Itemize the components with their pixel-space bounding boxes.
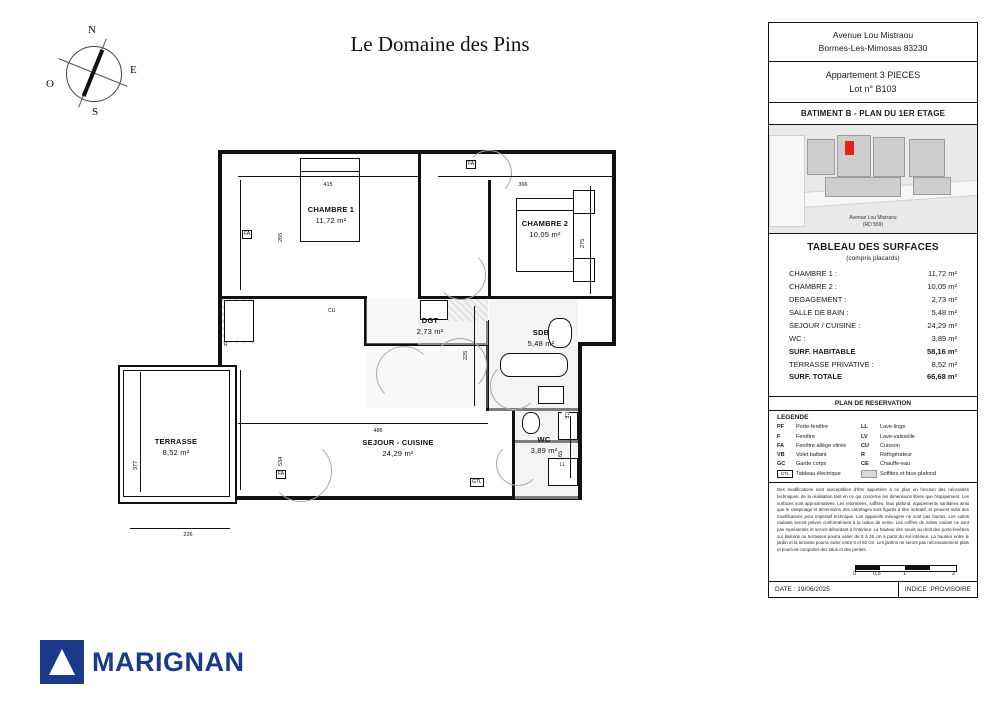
dimlinev-sdb — [474, 306, 475, 406]
legend-value: Porte-fenêtre — [796, 424, 829, 431]
sitemap-building-d — [909, 139, 945, 177]
room-name: TERRASSE — [154, 437, 198, 446]
surface-value: 58,16 m² — [926, 346, 957, 356]
dim-chambre1-height: 265 — [278, 232, 284, 242]
sitemap-building-a — [807, 139, 835, 175]
surface-row — [777, 281, 969, 294]
compass-rose — [46, 24, 138, 118]
dimline-terrasse — [130, 528, 230, 529]
legend-key: PF — [777, 424, 785, 431]
panel-footer — [769, 581, 977, 597]
surface-label: SURF. HABITABLE — [789, 346, 856, 356]
surface-row — [777, 359, 969, 372]
brand-name: MARIGNAN — [92, 646, 245, 677]
legend-value: Fenêtre allège vitrée — [796, 442, 847, 449]
bed-chambre1-pillow — [300, 158, 360, 172]
dimline-top-right — [438, 176, 614, 177]
door-arc-dgt2 — [433, 338, 487, 392]
dim-sdb-height: 225 — [463, 350, 469, 360]
legend-key: GC — [777, 461, 786, 468]
surface-value: 2,73 m² — [931, 295, 957, 305]
address-line-1: Avenue Lou Mistraou — [832, 30, 914, 40]
surface-value: 3,89 m² — [931, 333, 957, 343]
legend-swatch-soffite-icon — [861, 470, 877, 478]
wardrobe-chambre2 — [573, 258, 595, 282]
tag-gtl: GTL — [472, 479, 482, 485]
legend-value: Tableau électrique — [796, 470, 841, 477]
surface-label: SALLE DE BAIN : — [789, 307, 849, 317]
scale-tick-0: 0 — [853, 571, 857, 578]
surface-value: 10,05 m² — [927, 282, 957, 292]
vanity-sdb — [538, 386, 564, 404]
dimlinev-wc — [570, 416, 571, 478]
sitemap-building-e — [825, 177, 901, 197]
legend-section — [769, 411, 977, 483]
info-panel — [768, 22, 978, 598]
building-floor-label: BATIMENT B - PLAN DU 1ER ETAGE — [800, 109, 946, 119]
wall-top — [218, 150, 616, 154]
dimlinev-sejour — [240, 370, 241, 490]
compass-label-north: N — [88, 24, 96, 36]
dim-wc-height: 165 — [558, 450, 564, 460]
room-area: 10,05 m² — [529, 230, 561, 240]
tag-cu: CU — [328, 308, 336, 314]
scale-bar-segment-1 — [855, 565, 880, 570]
sitemap-section — [769, 125, 977, 234]
room-area: 2,73 m² — [416, 327, 444, 337]
legend-key: VB — [777, 452, 785, 459]
wall-int-v2 — [488, 180, 491, 298]
legend-key: F — [777, 433, 781, 440]
sitemap-building-c — [873, 137, 905, 177]
surface-value: 66,68 m² — [926, 372, 957, 382]
surface-label: SURF. TOTALE — [789, 372, 843, 382]
lot-number: Lot n° B103 — [849, 83, 897, 94]
legend-value: Réfrigérateur — [880, 452, 913, 459]
surfaces-subtitle: (compris placards) — [846, 255, 900, 263]
reservation-label: PLAN DE RESERVATION — [834, 400, 912, 408]
legend-key-gtl: GTL — [777, 470, 793, 479]
closet-r — [224, 300, 254, 342]
compass-label-west: O — [46, 78, 54, 90]
wall-step-h — [578, 342, 616, 346]
tag-ll: LL — [560, 462, 566, 468]
scale-tick-05: 0,5 — [873, 571, 881, 578]
dim-terrasse-height: 377 — [133, 460, 139, 470]
room-label-sdb — [513, 327, 569, 350]
surface-label: DEGAGEMENT : — [789, 295, 847, 305]
legend-value: Chauffe-eau — [880, 461, 911, 468]
room-label-dgt — [400, 315, 460, 338]
scale-tick-1: 1 — [903, 571, 907, 578]
surface-value: 24,29 m² — [927, 320, 957, 330]
tag-fa-3: FA — [278, 471, 285, 477]
dim-sejour-height: 534 — [278, 456, 284, 466]
surface-label: TERRASSE PRIVATIVE : — [789, 359, 874, 369]
tag-fa-2: FA — [468, 161, 475, 167]
door-arc-entry — [466, 150, 512, 196]
bed-chambre2-pillow — [516, 198, 574, 211]
surface-value: 5,48 m² — [931, 307, 957, 317]
address-section — [769, 23, 977, 62]
legend-grid — [769, 423, 977, 482]
dimlinev-terrasse — [140, 372, 141, 492]
surface-row-total — [777, 371, 969, 384]
sitemap-building-f — [913, 177, 951, 195]
scale-bar — [769, 559, 977, 581]
tag-ce: CE — [563, 412, 569, 419]
room-name: WC — [537, 435, 551, 444]
sitemap-caption — [769, 215, 977, 229]
brand-logo — [40, 640, 245, 684]
dim-chambre2-width: 366 — [518, 182, 528, 188]
address-line-2: Bormes-Les-Mimosas 83230 — [818, 42, 928, 53]
compass-label-east: E — [130, 64, 137, 76]
room-area: 8,52 m² — [162, 448, 190, 458]
surface-row — [777, 268, 969, 281]
scale-bar-segment-2 — [905, 565, 930, 570]
plan-date: DATE : 19/06/2025 — [769, 582, 899, 597]
notes-section — [769, 483, 977, 581]
room-name: CHAMBRE 1 — [307, 205, 355, 214]
sitemap-caption-line2: (RD 559) — [862, 222, 884, 229]
room-area: 24,29 m² — [382, 449, 414, 459]
room-name: CHAMBRE 2 — [521, 219, 569, 228]
room-label-terrasse — [136, 436, 216, 459]
legend-key: LL — [861, 424, 868, 431]
dim-chambre2-height: 275 — [580, 238, 586, 248]
legal-notes: Des modifications sont susceptibles d'être apportées à ce plan en fonction des nécessités techniques, de la réalisation tant en ce qui concerne les dimensions libres que l'équipement. Les surfaces sont approximatives. Les retombées, soffites, faux plafond, équipements sanitaires ainsi que le calepinage et dimensions des carrelages sont figurés à titre indicatif, et peuvent subir des modifications pour impératif technique. Les appareils ménagers ne sont pas fournis. Les volets roulants seront prévus conformément à la notice de vente. Les coffres de volets roulant ne sont pas représentés et seront débordant à l'intérieur. La hauteur des seuils au droit des porte-fenêtres sur balcons ou terrasses pourra varier de 5 à 35 cm à partir du sol intérieur. La hauteur entre le jardin et la terrasse pourra varier entre 0 et 60 cm. Les jardins ne seront pas nécessairement plats et pourront comporter des talus et des pentes. — [777, 487, 969, 552]
room-area: 11,72 m² — [315, 216, 347, 226]
legend-value: Garde corps — [796, 461, 827, 468]
surface-label: CHAMBRE 1 : — [789, 269, 837, 279]
surfaces-title: TABLEAU DES SURFACES — [807, 242, 939, 254]
dimlinev-chambre2 — [590, 186, 591, 294]
surface-row — [777, 320, 969, 333]
legend-value: Soffites et faux-plafond — [880, 470, 937, 477]
dimline-sejour — [238, 423, 488, 424]
legend-key: LV — [861, 433, 868, 440]
scale-tick-2: 2 — [952, 571, 956, 578]
surface-label: CHAMBRE 2 : — [789, 282, 837, 292]
sitemap-caption-line1: Avenue Lou Mistraou — [849, 215, 897, 222]
sitemap-highlight-marker — [845, 141, 854, 155]
surface-label: WC : — [789, 333, 806, 343]
room-area: 5,48 m² — [527, 339, 555, 349]
dim-terrasse-width: 226 — [183, 532, 193, 538]
sitemap-building-b — [837, 135, 871, 177]
room-area: 3,89 m² — [530, 446, 558, 456]
surfaces-section — [769, 234, 977, 397]
plan-indice: INDICE :PROVISOIRE — [904, 586, 971, 594]
door-arc-dgt1 — [376, 346, 432, 402]
legend-value: Cuisson — [880, 442, 900, 449]
floor-plan-drawing — [118, 140, 638, 560]
page-title: Le Domaine des Pins — [350, 32, 530, 56]
legend-title: LEGENDE — [777, 414, 809, 422]
legend-key: CE — [861, 461, 869, 468]
tag-r: R — [224, 342, 228, 348]
dimlinev-chambre1 — [240, 180, 241, 290]
room-label-chambre2 — [500, 218, 590, 241]
reservation-section — [769, 397, 977, 411]
site-map — [769, 125, 977, 233]
legend-value: Lave-vaisselle — [880, 433, 915, 440]
room-name: DGT — [421, 316, 439, 325]
apartment-type: Appartement 3 PIECES — [825, 69, 921, 80]
legend-value: Volet battant — [796, 452, 827, 459]
room-label-chambre1 — [286, 204, 376, 227]
surface-value: 11,72 m² — [927, 269, 957, 279]
lot-section — [769, 62, 977, 104]
wall-int-v1 — [418, 150, 421, 298]
surface-row-habitable — [777, 346, 969, 359]
legend-key: FA — [777, 442, 785, 449]
legend-value: Fenêtre — [796, 433, 815, 440]
marignan-mark-icon — [40, 640, 84, 684]
door-arc-chambre1 — [436, 250, 486, 300]
wall-right-lower — [578, 342, 582, 500]
surface-row — [777, 333, 969, 346]
legend-key: CU — [861, 442, 869, 449]
dim-sejour-width: 486 — [373, 428, 383, 434]
wall-right-upper — [612, 150, 616, 346]
tag-fa-1: FA — [244, 231, 251, 237]
dim-chambre1-width: 415 — [323, 182, 333, 188]
room-name: SDB — [532, 328, 550, 337]
surface-label: SEJOUR / CUISINE : — [789, 320, 861, 330]
legend-key: R — [861, 452, 865, 459]
surface-row — [777, 307, 969, 320]
sitemap-road-left — [769, 135, 805, 227]
surface-value: 8,52 m² — [931, 359, 957, 369]
building-section — [769, 103, 977, 125]
door-arc-sdb — [490, 362, 538, 410]
toilet-wc — [522, 412, 540, 434]
room-name: SEJOUR - CUISINE — [362, 438, 434, 447]
room-label-sejour — [333, 437, 463, 460]
legend-value: Lave-linge — [880, 424, 906, 431]
surface-row — [777, 294, 969, 307]
compass-label-south: S — [92, 106, 99, 118]
dimline-top-left — [238, 176, 420, 177]
